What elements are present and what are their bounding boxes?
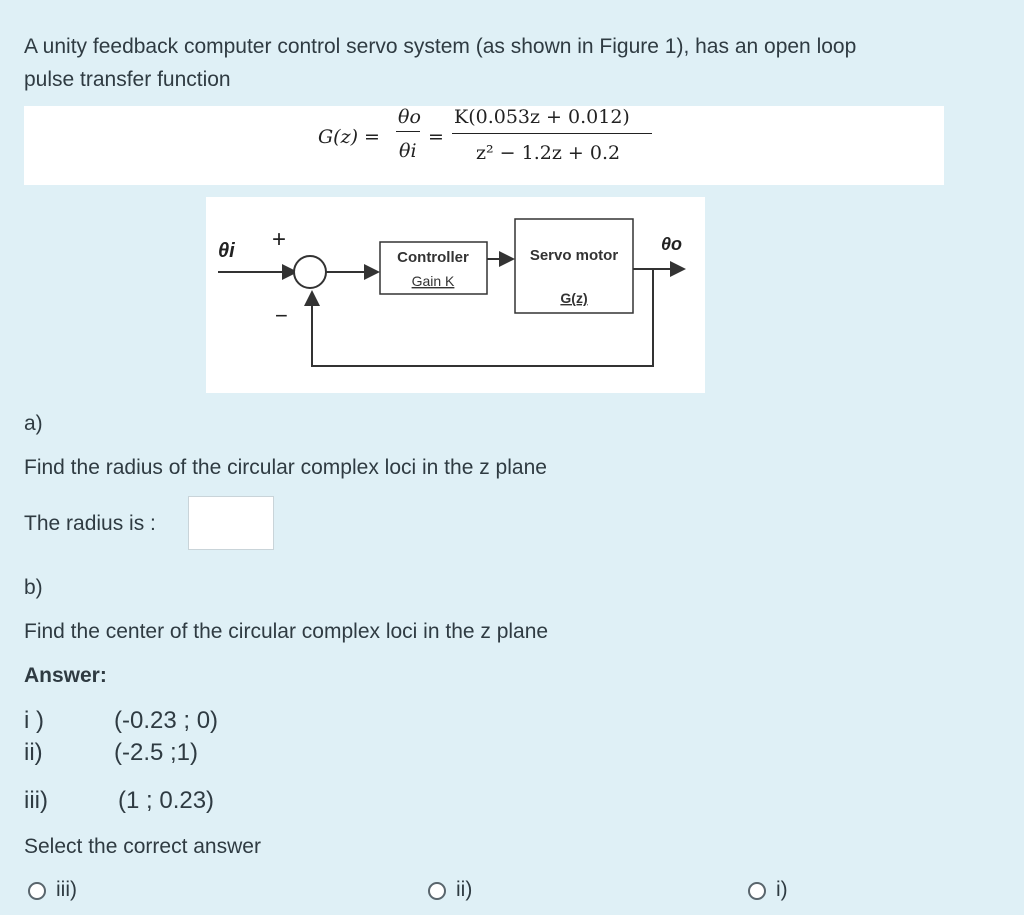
radio-choice-ii[interactable] <box>428 882 446 900</box>
main-fraction-bar <box>452 133 652 134</box>
part-b-question: Find the center of the circular complex loci in the z plane <box>24 620 549 643</box>
controller-gain-label: Gain K <box>411 273 455 289</box>
intro-text <box>24 30 1004 96</box>
block-diagram <box>206 197 705 393</box>
choice-i-label[interactable]: i) <box>776 878 788 901</box>
equation-ratio-numerator: θo <box>398 106 421 128</box>
choice-iii-label[interactable]: iii) <box>56 878 77 901</box>
ratio-fraction-bar <box>396 131 420 132</box>
radius-prompt: The radius is : <box>24 512 156 535</box>
minus-sign: − <box>275 303 288 328</box>
option-ii-value: (-2.5 ;1) <box>114 739 199 766</box>
option-row-ii <box>24 739 199 767</box>
output-theta-label: θo <box>661 234 683 254</box>
choice-ii-label[interactable]: ii) <box>456 878 473 901</box>
controller-label: Controller <box>397 249 469 266</box>
option-iii-number: iii) <box>24 787 48 814</box>
input-theta-label: θi <box>218 240 235 262</box>
radio-choice-i[interactable] <box>748 882 766 900</box>
select-prompt: Select the correct answer <box>24 835 261 858</box>
equation-ratio-denominator: θi <box>399 140 417 162</box>
option-ii-number: ii) <box>24 739 43 766</box>
equation-denominator: z² − 1.2z + 0.2 <box>476 142 621 164</box>
part-a-question: Find the radius of the circular complex loci in the z plane <box>24 456 547 479</box>
servo-transfer-label: G(z) <box>560 290 588 306</box>
servo-motor-label: Servo motor <box>529 247 619 264</box>
intro-line-2: pulse transfer function <box>24 68 231 91</box>
option-row-i <box>24 707 219 735</box>
option-row-iii <box>24 787 215 815</box>
answer-heading: Answer: <box>24 664 107 687</box>
part-b-label: b) <box>24 576 43 599</box>
option-i-number: i ) <box>24 707 44 734</box>
plus-sign: + <box>272 226 287 253</box>
equation-panel <box>24 106 944 185</box>
radius-input[interactable] <box>188 496 274 550</box>
equation-lhs: G(z) = <box>318 126 380 148</box>
summing-junction <box>294 256 326 288</box>
equation-equals: = <box>428 126 444 148</box>
equation-numerator: K(0.053z + 0.012) <box>454 106 630 128</box>
block-diagram-svg <box>206 197 705 393</box>
part-a-label: a) <box>24 412 43 435</box>
option-i-value: (-0.23 ; 0) <box>114 707 219 734</box>
radio-choice-iii[interactable] <box>28 882 46 900</box>
intro-line-1: A unity feedback computer control servo system (as shown in Figure 1), has an open loop <box>24 35 857 58</box>
option-iii-value: (1 ; 0.23) <box>118 787 215 814</box>
